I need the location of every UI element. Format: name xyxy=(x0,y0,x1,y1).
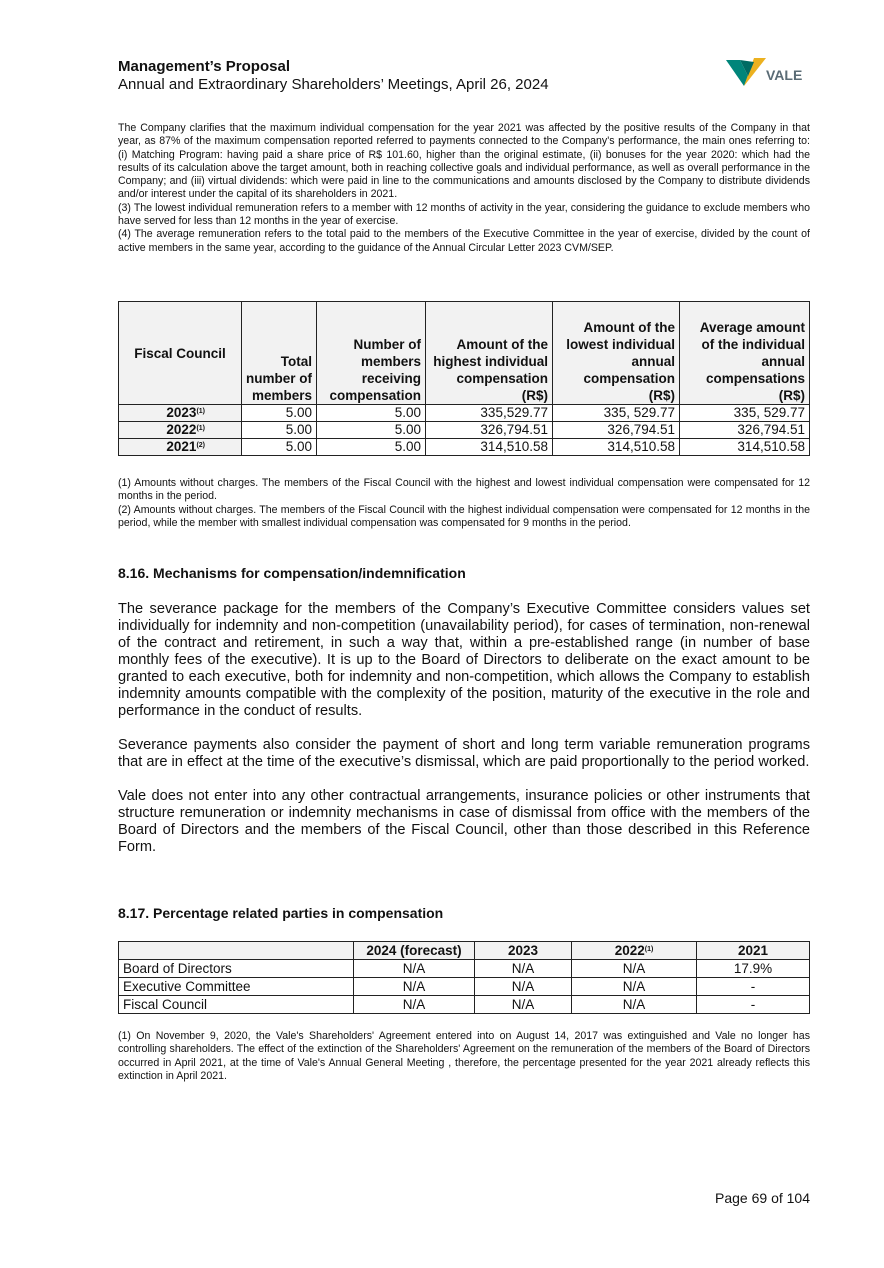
related-parties-note xyxy=(118,1030,810,1083)
column-header: Total number of members xyxy=(242,302,317,405)
table-row xyxy=(119,439,810,456)
document-header xyxy=(118,58,549,94)
table-header-row xyxy=(119,942,810,960)
intro-paragraph: The Company clarifies that the maximum individual compensation for the year 2021 was affected by the positive results of the Company in that year, as 87% of the maximum compensation reported referred to payments connected to the Company's performance, the main ones referring to: (i) Matching Program: having paid a share price of R$ 101.60, higher than the original estimate, (ii) bonuses for the year 2020: which had the results of its calculation above the target amount, both in reaching collective goals and individual performance, as well as overall performance in the Company; and (iii) virtual dividends: which were paid in line to the communications and amounts disclosed by the Company to distribute dividends and/or interest under the capital of its shareholders in 2021. xyxy=(118,122,810,201)
fiscal-table-notes xyxy=(118,477,810,530)
column-header: Fiscal Council xyxy=(119,302,242,405)
paragraph: Severance payments also consider the payment of short and long term variable remuneration programs that are in effect at the time of the executive’s dismissal, which are paid proportionally to the period worked. xyxy=(118,737,810,770)
cell: 17.9% xyxy=(697,960,810,978)
row-label: Executive Committee xyxy=(119,978,354,996)
cell: 335,529.77 xyxy=(426,405,553,422)
section-heading-8-16: 8.16. Mechanisms for compensation/indemnification xyxy=(118,565,466,581)
column-header: Amount of the lowest individual annual compensation (R$) xyxy=(553,302,680,405)
cell: N/A xyxy=(354,978,475,996)
note-3: (3) The lowest individual remuneration refers to a member with 12 months of activity in the year, considering the guidance to exclude members who have served for less than 12 months in the year of exercise. xyxy=(118,201,810,228)
cell: 326,794.51 xyxy=(553,422,680,439)
cell: 5.00 xyxy=(242,422,317,439)
cell: 5.00 xyxy=(317,405,426,422)
year: 2022 xyxy=(166,422,197,437)
column-header: Number of members receiving compensation xyxy=(317,302,426,405)
section-heading-8-17: 8.17. Percentage related parties in compensation xyxy=(118,905,444,921)
section-8-16-body xyxy=(118,601,810,873)
related-parties-table xyxy=(118,941,810,1014)
year: 2022 xyxy=(614,943,645,958)
column-header: 2023 xyxy=(475,942,572,960)
footnote-ref: (2) xyxy=(196,442,205,449)
column-header: Average amount of the individual annual compensations (R$) xyxy=(680,302,810,405)
vale-logo xyxy=(726,56,806,90)
table-row xyxy=(119,405,810,422)
cell: N/A xyxy=(354,960,475,978)
column-header xyxy=(572,942,697,960)
row-label: Board of Directors xyxy=(119,960,354,978)
footnote: (2) Amounts without charges. The members of the Fiscal Council with the highest individual compensation were compensated for 12 months in the period, while the member with smallest individual compensation was compensated for 9 months in the period. xyxy=(118,503,810,529)
note-4: (4) The average remuneration refers to the total paid to the members of the Executive Committee in the year of exercise, divided by the count of active members in the same year, according to the guidance of the Annual Circular Letter 2023 CVM/SEP. xyxy=(118,228,810,254)
cell: N/A xyxy=(475,960,572,978)
cell: - xyxy=(697,996,810,1014)
cell: 335, 529.77 xyxy=(680,405,810,422)
cell: N/A xyxy=(475,978,572,996)
year-cell xyxy=(119,439,242,456)
cell: - xyxy=(697,978,810,996)
table-row xyxy=(119,422,810,439)
row-label: Fiscal Council xyxy=(119,996,354,1014)
cell: N/A xyxy=(572,996,697,1014)
column-header: Amount of the highest individual compensation (R$) xyxy=(426,302,553,405)
fiscal-council-table xyxy=(118,301,810,456)
paragraph: Vale does not enter into any other contractual arrangements, insurance policies or other instruments that structure remuneration or indemnity mechanisms in case of dismissal from office with the members of the Board of Directors and the members of the Fiscal Council, other than those described in this Reference Form. xyxy=(118,788,810,855)
table-row xyxy=(119,960,810,978)
cell: 314,510.58 xyxy=(426,439,553,456)
year-cell xyxy=(119,422,242,439)
year-cell xyxy=(119,405,242,422)
cell: N/A xyxy=(354,996,475,1014)
column-header: 2024 (forecast) xyxy=(354,942,475,960)
document-title: Management’s Proposal xyxy=(118,58,290,75)
cell: 5.00 xyxy=(242,405,317,422)
table-row xyxy=(119,996,810,1014)
footnote: (1) Amounts without charges. The members of the Fiscal Council with the highest and lowest individual compensation were compensated for 12 months in the period. xyxy=(118,477,810,503)
cell: N/A xyxy=(572,960,697,978)
cell: 335, 529.77 xyxy=(553,405,680,422)
page-number: Page 69 of 104 xyxy=(715,1190,810,1206)
footnote-ref: (1) xyxy=(196,408,205,415)
column-header: 2021 xyxy=(697,942,810,960)
cell: 5.00 xyxy=(317,422,426,439)
year: 2021 xyxy=(166,439,197,454)
cell: N/A xyxy=(572,978,697,996)
intro-notes xyxy=(118,122,810,255)
paragraph: The severance package for the members of the Company’s Executive Committee considers values set individually for indemnity and non-competition (unavailability period), for cases of termination, non-renewal of the contract and retirement, in such a way that, within a pre-established range (in number of base monthly fees of the executive). It is up to the Board of Directors to deliberate on the exact amount to be granted to each executive, both for indemnity and non-competition, which allows the Company to establish indemnity amounts compatible with the complexity of the position, maturity of the executive in the role and performance in the conduct of results. xyxy=(118,601,810,719)
table-row xyxy=(119,978,810,996)
cell: 314,510.58 xyxy=(680,439,810,456)
cell: 326,794.51 xyxy=(426,422,553,439)
svg-text:VALE: VALE xyxy=(766,67,803,83)
table-header-row xyxy=(119,302,810,405)
cell: N/A xyxy=(475,996,572,1014)
cell: 314,510.58 xyxy=(553,439,680,456)
year: 2023 xyxy=(166,405,197,420)
footnote-ref: (1) xyxy=(196,425,205,432)
footnote: (1) On November 9, 2020, the Vale's Shareholders' Agreement entered into on August 14, 2017 was extinguished and Vale no longer has controlling shareholders. The effect of the extinction of the Shareholders' Agreement on the remuneration of the members of the Board of Directors occurred in April 2021, at the time of Vale's Annual General Meeting , therefore, the percentage presented for the year 2021 already reflects this extinction in April 2021. xyxy=(118,1030,810,1082)
cell: 5.00 xyxy=(242,439,317,456)
cell: 5.00 xyxy=(317,439,426,456)
column-header xyxy=(119,942,354,960)
cell: 326,794.51 xyxy=(680,422,810,439)
footnote-ref: (1) xyxy=(644,946,654,953)
document-subtitle: Annual and Extraordinary Shareholders’ Meetings, April 26, 2024 xyxy=(118,76,549,93)
